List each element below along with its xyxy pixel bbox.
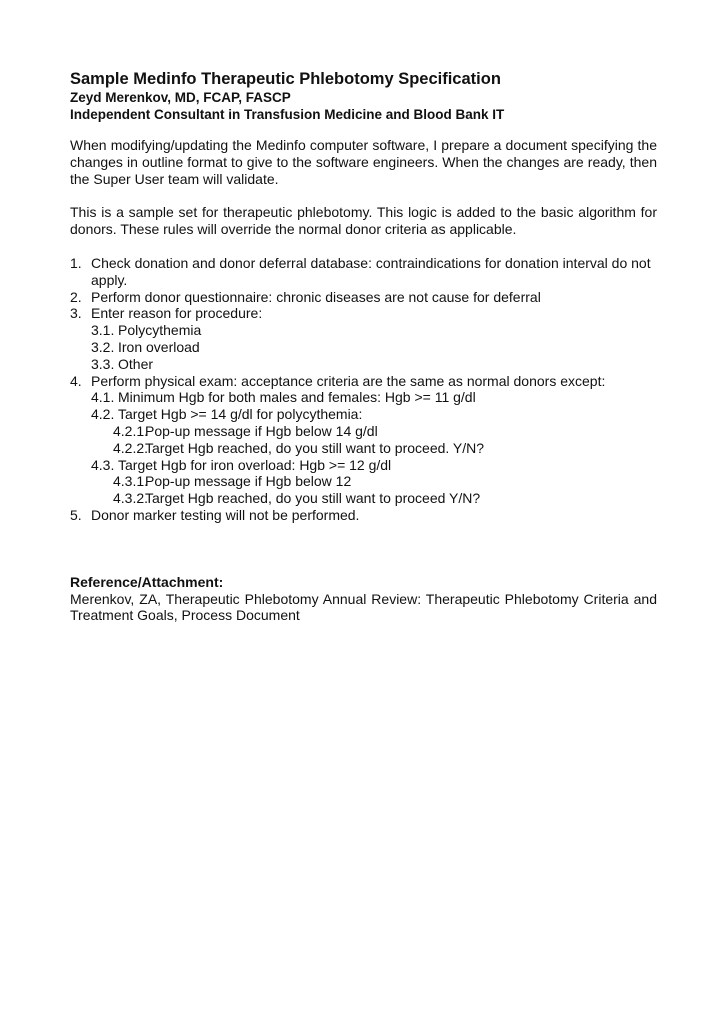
item-number: 5. bbox=[70, 506, 82, 523]
specification-outline bbox=[70, 255, 657, 524]
outline-item-3 bbox=[70, 305, 657, 322]
item-text: Pop-up message if Hgb below 12 bbox=[145, 473, 352, 490]
outline-item-4-2-2 bbox=[70, 440, 657, 457]
reference-text: Merenkov, ZA, Therapeutic Phlebotomy Annual Review: Therapeutic Phlebotomy Criteria and Treatment Goals, Process Document bbox=[70, 590, 657, 624]
item-number: 3.2. bbox=[91, 338, 115, 355]
reference-heading: Reference/Attachment: bbox=[70, 573, 224, 590]
outline-item-4-2 bbox=[70, 406, 657, 423]
item-number: 4.1. bbox=[91, 389, 115, 406]
item-text: Minimum Hgb for both males and females: Hgb >= 11 g/dl bbox=[118, 389, 476, 406]
item-text: Target Hgb for iron overload: Hgb >= 12 g/dl bbox=[118, 456, 392, 473]
item-number: 3.1. bbox=[91, 322, 115, 339]
document-title: Sample Medinfo Therapeutic Phlebotomy Specification bbox=[70, 70, 501, 88]
outline-item-4-1 bbox=[70, 389, 657, 406]
spacer bbox=[70, 238, 657, 255]
item-number: 3. bbox=[70, 305, 82, 322]
spacer bbox=[70, 187, 657, 204]
item-number: 3.3. bbox=[91, 355, 115, 372]
item-number: 4. bbox=[70, 372, 82, 389]
item-number: 4.2.1. bbox=[113, 422, 149, 439]
item-number: 4.3. bbox=[91, 456, 115, 473]
outline-item-3-3 bbox=[70, 356, 657, 373]
item-text: Other bbox=[118, 355, 154, 372]
affiliation-line: Independent Consultant in Transfusion Medicine and Blood Bank IT bbox=[70, 107, 505, 122]
item-number: 4.3.2. bbox=[113, 490, 149, 507]
spacer bbox=[70, 123, 657, 137]
outline-item-4 bbox=[70, 373, 657, 390]
intro-paragraph-1: When modifying/updating the Medinfo computer software, I prepare a document specifying the changes in outline format to give to the software engineers. When the changes are ready, then the Super User team will validate. bbox=[70, 137, 657, 187]
item-text: Enter reason for procedure: bbox=[91, 305, 263, 322]
item-number: 2. bbox=[70, 288, 82, 305]
item-text: Perform donor questionnaire: chronic diseases are not cause for deferral bbox=[91, 288, 541, 305]
item-number: 4.2.2. bbox=[113, 439, 149, 456]
outline-item-4-2-1 bbox=[70, 423, 657, 440]
item-text: Perform physical exam: acceptance criteria are the same as normal donors except: bbox=[91, 372, 606, 389]
outline-item-4-3-2 bbox=[70, 490, 657, 507]
item-text: Polycythemia bbox=[118, 322, 202, 339]
outline-item-4-3-1 bbox=[70, 473, 657, 490]
item-number: 4.3.1. bbox=[113, 473, 149, 490]
outline-item-5 bbox=[70, 507, 657, 524]
item-number: 1. bbox=[70, 254, 82, 271]
item-number: 4.2. bbox=[91, 406, 115, 423]
item-text: Target Hgb reached, do you still want to proceed Y/N? bbox=[145, 490, 481, 507]
spacer bbox=[70, 524, 657, 574]
item-text: Iron overload bbox=[118, 338, 200, 355]
outline-item-2 bbox=[70, 289, 657, 306]
document-page bbox=[70, 70, 657, 624]
outline-item-3-2 bbox=[70, 339, 657, 356]
item-text: Pop-up message if Hgb below 14 g/dl bbox=[145, 422, 378, 439]
outline-item-4-3 bbox=[70, 457, 657, 474]
intro-paragraph-2: This is a sample set for therapeutic phlebotomy. This logic is added to the basic algorithm for donors. These rules will override the normal donor criteria as applicable. bbox=[70, 204, 657, 238]
outline-item-1 bbox=[70, 255, 657, 289]
outline-item-3-1 bbox=[70, 322, 657, 339]
item-text: Target Hgb >= 14 g/dl for polycythemia: bbox=[118, 406, 363, 423]
author-line: Zeyd Merenkov, MD, FCAP, FASCP bbox=[70, 90, 291, 105]
item-text: Target Hgb reached, do you still want to proceed. Y/N? bbox=[145, 439, 485, 456]
item-text: Check donation and donor deferral database: contraindications for donation interval do not apply. bbox=[91, 254, 651, 288]
item-text: Donor marker testing will not be performed. bbox=[91, 506, 360, 523]
